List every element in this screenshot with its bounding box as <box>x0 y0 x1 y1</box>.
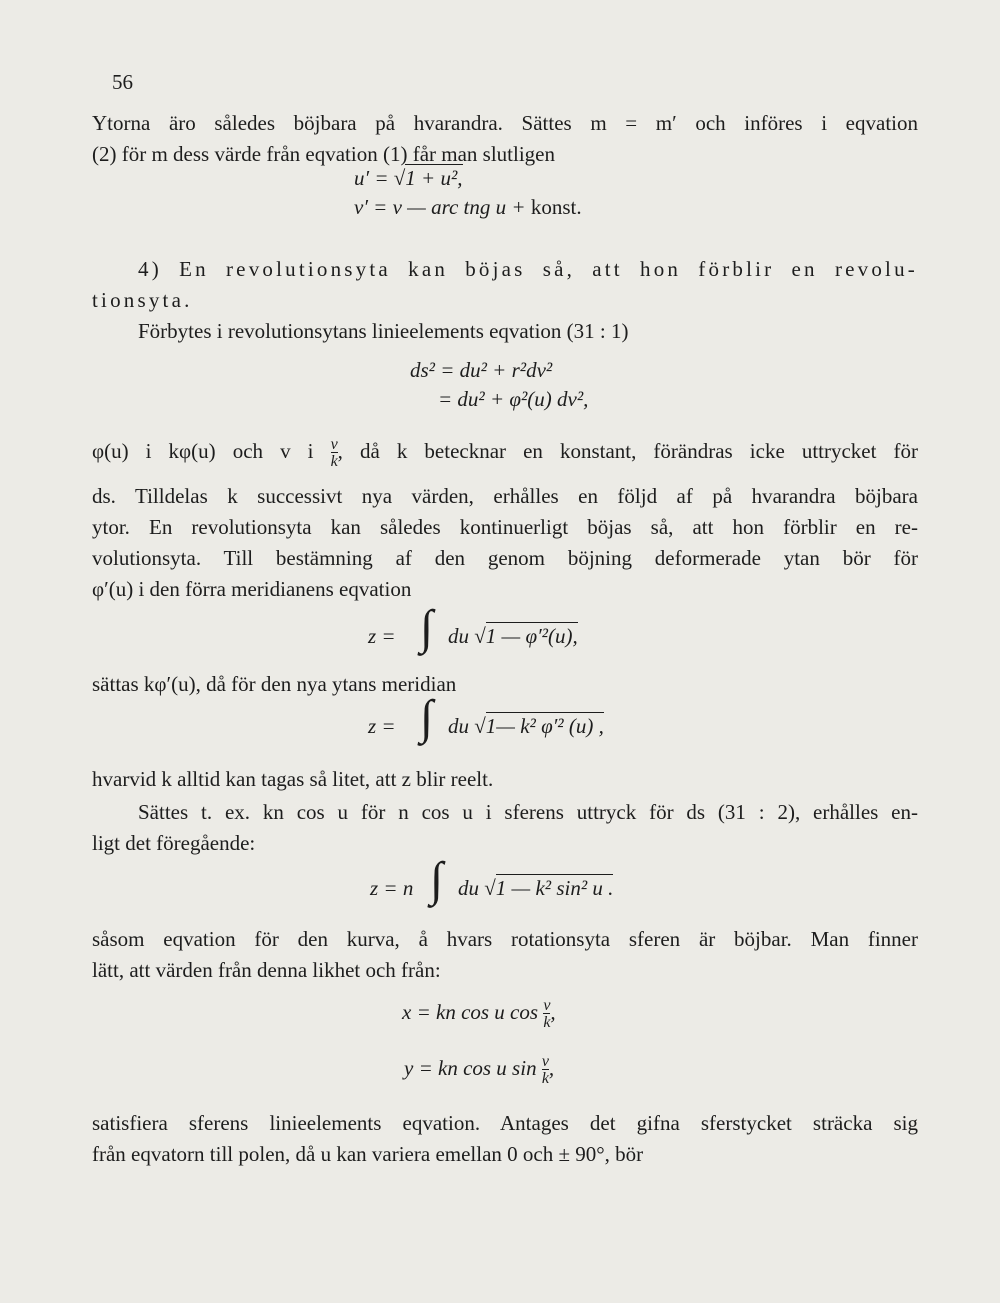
text-line-4: tionsyta. <box>92 288 193 312</box>
text-line-5: Förbytes i revolutionsytans linieelements eqvation (31 : 1) <box>138 319 629 343</box>
text-line-8: volutionsyta. Till bestämning af den genom böjning deformerade ytan bör för <box>92 546 918 570</box>
equation-v-prime: v′ = v — arc tng u + konst. <box>354 195 582 219</box>
equation-y: y = kn cos u sin $\frac{v}{k}$ , <box>404 1053 555 1088</box>
fraction-x: $\frac{v}{k}$ <box>543 997 551 1032</box>
text-line-15: lätt, att värden från denna likhet och från: <box>92 958 441 982</box>
fraction-v-over-k: $\frac{v}{k}$ <box>330 436 338 471</box>
equation-x: x = kn cos u cos $\frac{v}{k}$ , <box>402 997 556 1032</box>
equation-z-2: z = <box>368 714 396 738</box>
integral-sign-1: ∫ <box>420 601 434 654</box>
fraction-y: $\frac{v}{k}$ <box>541 1053 549 1088</box>
equation-z-3: z = n <box>370 876 414 900</box>
text-line-3: 4) En revolutionsyta kan böjas så, att hon förblir en revolu- <box>138 257 918 281</box>
equation-ds-2: = du² + φ²(u) dv², <box>438 387 589 411</box>
equation-z-2-body: du √1— k² φ′² (u) , <box>448 714 604 738</box>
text-line-2: (2) för m dess värde från eqvation (1) får man slutligen <box>92 142 556 166</box>
equation-z-1: z = <box>368 624 396 648</box>
equation-z-3-body: du √1 — k² sin² u . <box>458 876 614 900</box>
text-line-1: Ytorna äro således böjbara på hvarandra. Sättes m = m′ och införes i eqvation <box>92 111 918 135</box>
integral-sign-3: ∫ <box>430 853 444 906</box>
text-line-12: Sättes t. ex. kn cos u för n cos u i sferens uttryck för ds (31 : 2), erhålles en- <box>138 800 918 824</box>
text-line-10: sättas kφ′(u), då för den nya ytans meridian <box>92 672 457 696</box>
equation-u-prime: u′ = √1 + u², <box>354 166 463 190</box>
text-line-11: hvarvid k alltid kan tagas så litet, att z blir reelt. <box>92 767 494 791</box>
text-line-13: ligt det föregående: <box>92 831 256 855</box>
equation-ds-1: ds² = du² + r²dv² <box>410 358 553 382</box>
text-line-6: ds. Tilldelas k successivt nya värden, erhålles en följd af på hvarandra böjbara <box>92 484 918 508</box>
text-line-7: ytor. En revolutionsyta kan således kontinuerligt böjas så, att hon förblir en re- <box>92 515 918 539</box>
text-line-16: satisfiera sferens linieelements eqvation. Antages det gifna sferstycket sträcka sig <box>92 1111 918 1135</box>
text-line-14: såsom eqvation för den kurva, å hvars rotationsyta sferen är böjbar. Man finner <box>92 927 918 951</box>
page-number: 56 <box>112 70 133 94</box>
equation-z-1-body: du √1 — φ′²(u), <box>448 624 578 648</box>
integral-sign-2: ∫ <box>420 691 434 744</box>
text-line-phi: φ(u) i kφ(u) och v i $\frac{v}{k}$ , då k betecknar en konstant, förändras icke uttrycket för <box>92 436 919 471</box>
text-line-17: från eqvatorn till polen, då u kan variera emellan 0 och ± 90°, bör <box>92 1142 644 1166</box>
text-line-9: φ′(u) i den förra meridianens eqvation <box>92 577 412 601</box>
